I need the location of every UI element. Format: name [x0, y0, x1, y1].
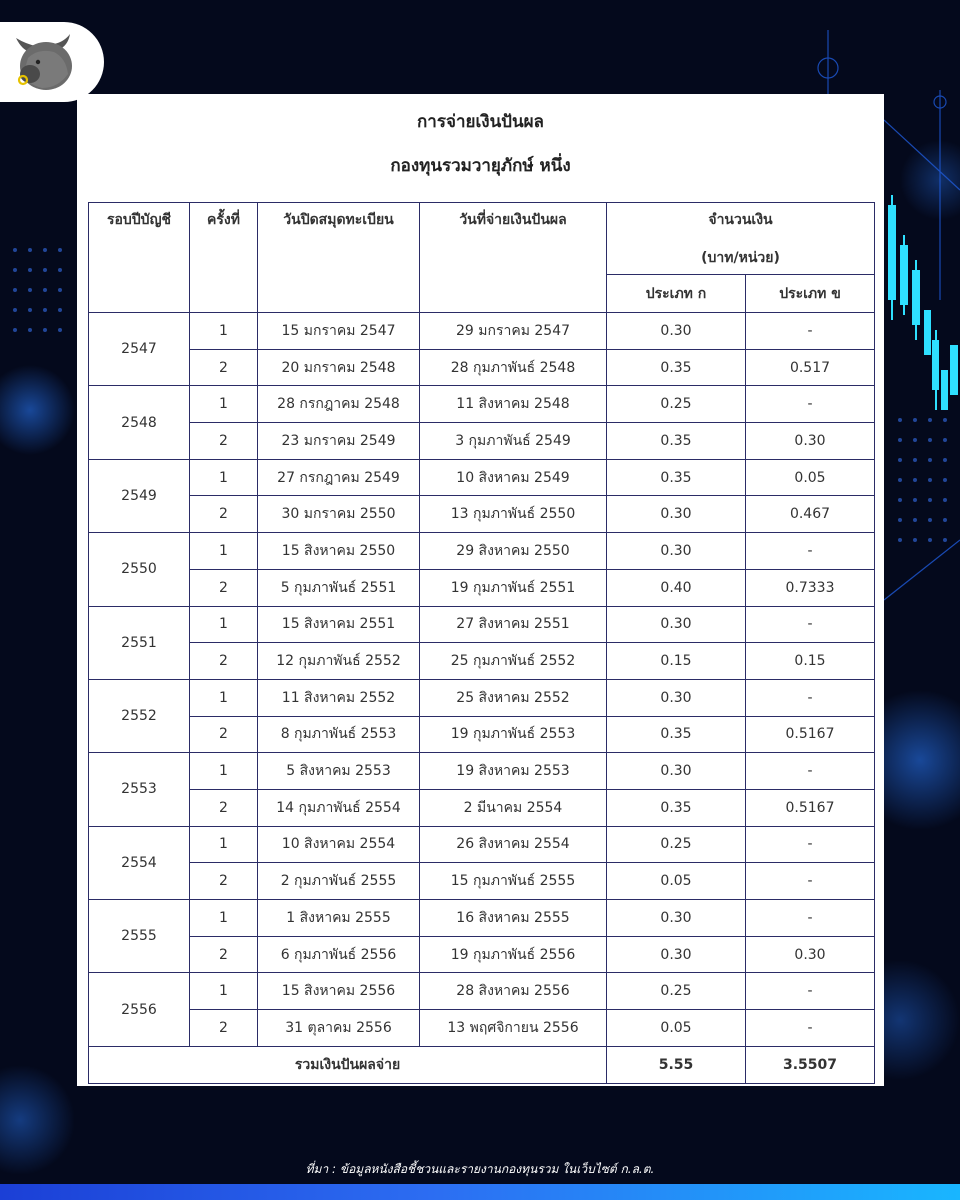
round-cell: 1	[190, 973, 258, 1010]
round-cell: 1	[190, 533, 258, 570]
type-a-amount-cell: 0.05	[607, 863, 746, 900]
bottom-accent-bar	[0, 1184, 960, 1200]
round-cell: 2	[190, 936, 258, 973]
type-b-amount-cell: -	[746, 679, 875, 716]
round-cell: 1	[190, 459, 258, 496]
payment-date-cell: 28 กุมภาพันธ์ 2548	[420, 349, 607, 386]
type-b-amount-cell: 0.30	[746, 936, 875, 973]
table-row	[89, 936, 875, 973]
payment-date-cell: 10 สิงหาคม 2549	[420, 459, 607, 496]
book-closing-date-cell: 5 สิงหาคม 2553	[258, 753, 420, 790]
type-b-amount-cell: -	[746, 313, 875, 350]
round-cell: 2	[190, 569, 258, 606]
dividend-table	[88, 202, 875, 1084]
type-a-amount-cell: 0.35	[607, 459, 746, 496]
header-amount-label: จำนวนเงิน	[708, 212, 773, 228]
payment-date-cell: 19 กุมภาพันธ์ 2556	[420, 936, 607, 973]
round-cell: 2	[190, 789, 258, 826]
payment-date-cell: 25 กุมภาพันธ์ 2552	[420, 643, 607, 680]
type-b-amount-cell: -	[746, 1010, 875, 1047]
dividend-table-body	[89, 313, 875, 1047]
table-row	[89, 973, 875, 1010]
bull-head-logo-icon	[8, 28, 80, 96]
table-row	[89, 716, 875, 753]
type-a-amount-cell: 0.25	[607, 826, 746, 863]
table-row	[89, 349, 875, 386]
table-row	[89, 679, 875, 716]
type-b-amount-cell: -	[746, 900, 875, 937]
round-cell: 2	[190, 423, 258, 460]
total-label: รวมเงินปันผลจ่าย	[89, 1047, 607, 1084]
type-b-amount-cell: 0.467	[746, 496, 875, 533]
payment-date-cell: 15 กุมภาพันธ์ 2555	[420, 863, 607, 900]
payment-date-cell: 29 สิงหาคม 2550	[420, 533, 607, 570]
table-row	[89, 386, 875, 423]
fiscal-year-cell: 2550	[89, 533, 190, 606]
table-row	[89, 1010, 875, 1047]
book-closing-date-cell: 2 กุมภาพันธ์ 2555	[258, 863, 420, 900]
round-cell: 1	[190, 679, 258, 716]
fiscal-year-cell: 2553	[89, 753, 190, 826]
type-a-amount-cell: 0.30	[607, 936, 746, 973]
round-cell: 1	[190, 826, 258, 863]
header-payment-date: วันที่จ่ายเงินปันผล	[420, 203, 607, 313]
type-a-amount-cell: 0.30	[607, 533, 746, 570]
type-b-amount-cell: -	[746, 753, 875, 790]
payment-date-cell: 19 กุมภาพันธ์ 2551	[420, 569, 607, 606]
type-a-amount-cell: 0.35	[607, 716, 746, 753]
book-closing-date-cell: 12 กุมภาพันธ์ 2552	[258, 643, 420, 680]
table-row	[89, 569, 875, 606]
book-closing-date-cell: 27 กรกฎาคม 2549	[258, 459, 420, 496]
table-row	[89, 900, 875, 937]
header-round: ครั้งที่	[190, 203, 258, 313]
fiscal-year-cell: 2556	[89, 973, 190, 1047]
book-closing-date-cell: 15 สิงหาคม 2556	[258, 973, 420, 1010]
book-closing-date-cell: 20 มกราคม 2548	[258, 349, 420, 386]
total-type-b: 3.5507	[746, 1047, 875, 1084]
round-cell: 2	[190, 863, 258, 900]
round-cell: 1	[190, 313, 258, 350]
fund-name: กองทุนรวมวายุภักษ์ หนึ่ง	[390, 156, 571, 176]
type-b-amount-cell: -	[746, 863, 875, 900]
fiscal-year-cell: 2555	[89, 900, 190, 973]
payment-date-cell: 13 กุมภาพันธ์ 2550	[420, 496, 607, 533]
round-cell: 1	[190, 606, 258, 643]
table-row	[89, 789, 875, 826]
book-closing-date-cell: 28 กรกฎาคม 2548	[258, 386, 420, 423]
round-cell: 2	[190, 1010, 258, 1047]
type-b-amount-cell: 0.05	[746, 459, 875, 496]
logo-badge	[0, 22, 104, 102]
book-closing-date-cell: 5 กุมภาพันธ์ 2551	[258, 569, 420, 606]
payment-date-cell: 2 มีนาคม 2554	[420, 789, 607, 826]
type-b-amount-cell: 0.517	[746, 349, 875, 386]
book-closing-date-cell: 15 สิงหาคม 2551	[258, 606, 420, 643]
book-closing-date-cell: 1 สิงหาคม 2555	[258, 900, 420, 937]
table-row	[89, 863, 875, 900]
type-a-amount-cell: 0.30	[607, 753, 746, 790]
fiscal-year-cell: 2554	[89, 826, 190, 899]
header-amount	[607, 203, 875, 275]
type-a-amount-cell: 0.15	[607, 643, 746, 680]
fiscal-year-cell: 2548	[89, 386, 190, 459]
type-a-amount-cell: 0.35	[607, 349, 746, 386]
payment-date-cell: 28 สิงหาคม 2556	[420, 973, 607, 1010]
table-row	[89, 533, 875, 570]
fiscal-year-cell: 2552	[89, 679, 190, 752]
type-a-amount-cell: 0.30	[607, 496, 746, 533]
table-row	[89, 313, 875, 350]
type-b-amount-cell: 0.7333	[746, 569, 875, 606]
type-a-amount-cell: 0.30	[607, 900, 746, 937]
type-b-amount-cell: -	[746, 973, 875, 1010]
type-b-amount-cell: -	[746, 533, 875, 570]
book-closing-date-cell: 23 มกราคม 2549	[258, 423, 420, 460]
type-a-amount-cell: 0.35	[607, 423, 746, 460]
payment-date-cell: 29 มกราคม 2547	[420, 313, 607, 350]
type-a-amount-cell: 0.25	[607, 386, 746, 423]
type-b-amount-cell: 0.15	[746, 643, 875, 680]
payment-date-cell: 3 กุมภาพันธ์ 2549	[420, 423, 607, 460]
type-b-amount-cell: -	[746, 386, 875, 423]
table-row	[89, 753, 875, 790]
book-closing-date-cell: 15 มกราคม 2547	[258, 313, 420, 350]
payment-date-cell: 16 สิงหาคม 2555	[420, 900, 607, 937]
round-cell: 1	[190, 753, 258, 790]
book-closing-date-cell: 31 ตุลาคม 2556	[258, 1010, 420, 1047]
book-closing-date-cell: 10 สิงหาคม 2554	[258, 826, 420, 863]
source-caption: ที่มา : ข้อมูลหนังสือชี้ชวนและรายงานกองทุนรวม ในเว็บไซต์ ก.ล.ต.	[305, 1162, 655, 1176]
payment-date-cell: 26 สิงหาคม 2554	[420, 826, 607, 863]
round-cell: 1	[190, 900, 258, 937]
table-row	[89, 423, 875, 460]
type-a-amount-cell: 0.40	[607, 569, 746, 606]
type-a-amount-cell: 0.30	[607, 606, 746, 643]
type-a-amount-cell: 0.30	[607, 679, 746, 716]
fiscal-year-cell: 2551	[89, 606, 190, 679]
round-cell: 2	[190, 496, 258, 533]
book-closing-date-cell: 6 กุมภาพันธ์ 2556	[258, 936, 420, 973]
table-row	[89, 496, 875, 533]
table-row	[89, 606, 875, 643]
book-closing-date-cell: 11 สิงหาคม 2552	[258, 679, 420, 716]
round-cell: 1	[190, 386, 258, 423]
payment-date-cell: 19 กุมภาพันธ์ 2553	[420, 716, 607, 753]
type-b-amount-cell: -	[746, 826, 875, 863]
type-b-amount-cell: -	[746, 606, 875, 643]
fiscal-year-cell: 2549	[89, 459, 190, 532]
fiscal-year-cell: 2547	[89, 313, 190, 386]
payment-date-cell: 27 สิงหาคม 2551	[420, 606, 607, 643]
candlestick-chart-decoration	[888, 195, 958, 410]
type-a-amount-cell: 0.25	[607, 973, 746, 1010]
table-row	[89, 826, 875, 863]
type-a-amount-cell: 0.35	[607, 789, 746, 826]
header-fiscal-year: รอบปีบัญชี	[89, 203, 190, 313]
header-type-b: ประเภท ข	[746, 275, 875, 313]
table-row	[89, 459, 875, 496]
type-a-amount-cell: 0.05	[607, 1010, 746, 1047]
book-closing-date-cell: 30 มกราคม 2550	[258, 496, 420, 533]
dividend-document	[77, 94, 884, 1086]
book-closing-date-cell: 14 กุมภาพันธ์ 2554	[258, 789, 420, 826]
round-cell: 2	[190, 643, 258, 680]
payment-date-cell: 13 พฤศจิกายน 2556	[420, 1010, 607, 1047]
header-amount-unit: (บาท/หน่วย)	[701, 250, 780, 266]
header-type-a: ประเภท ก	[607, 275, 746, 313]
total-type-a: 5.55	[607, 1047, 746, 1084]
type-b-amount-cell: 0.5167	[746, 789, 875, 826]
type-b-amount-cell: 0.30	[746, 423, 875, 460]
header-book-closing-date: วันปิดสมุดทะเบียน	[258, 203, 420, 313]
type-b-amount-cell: 0.5167	[746, 716, 875, 753]
round-cell: 2	[190, 716, 258, 753]
book-closing-date-cell: 15 สิงหาคม 2550	[258, 533, 420, 570]
payment-date-cell: 19 สิงหาคม 2553	[420, 753, 607, 790]
round-cell: 2	[190, 349, 258, 386]
type-a-amount-cell: 0.30	[607, 313, 746, 350]
payment-date-cell: 25 สิงหาคม 2552	[420, 679, 607, 716]
table-row	[89, 643, 875, 680]
document-title: การจ่ายเงินปันผล	[417, 112, 544, 132]
book-closing-date-cell: 8 กุมภาพันธ์ 2553	[258, 716, 420, 753]
payment-date-cell: 11 สิงหาคม 2548	[420, 386, 607, 423]
